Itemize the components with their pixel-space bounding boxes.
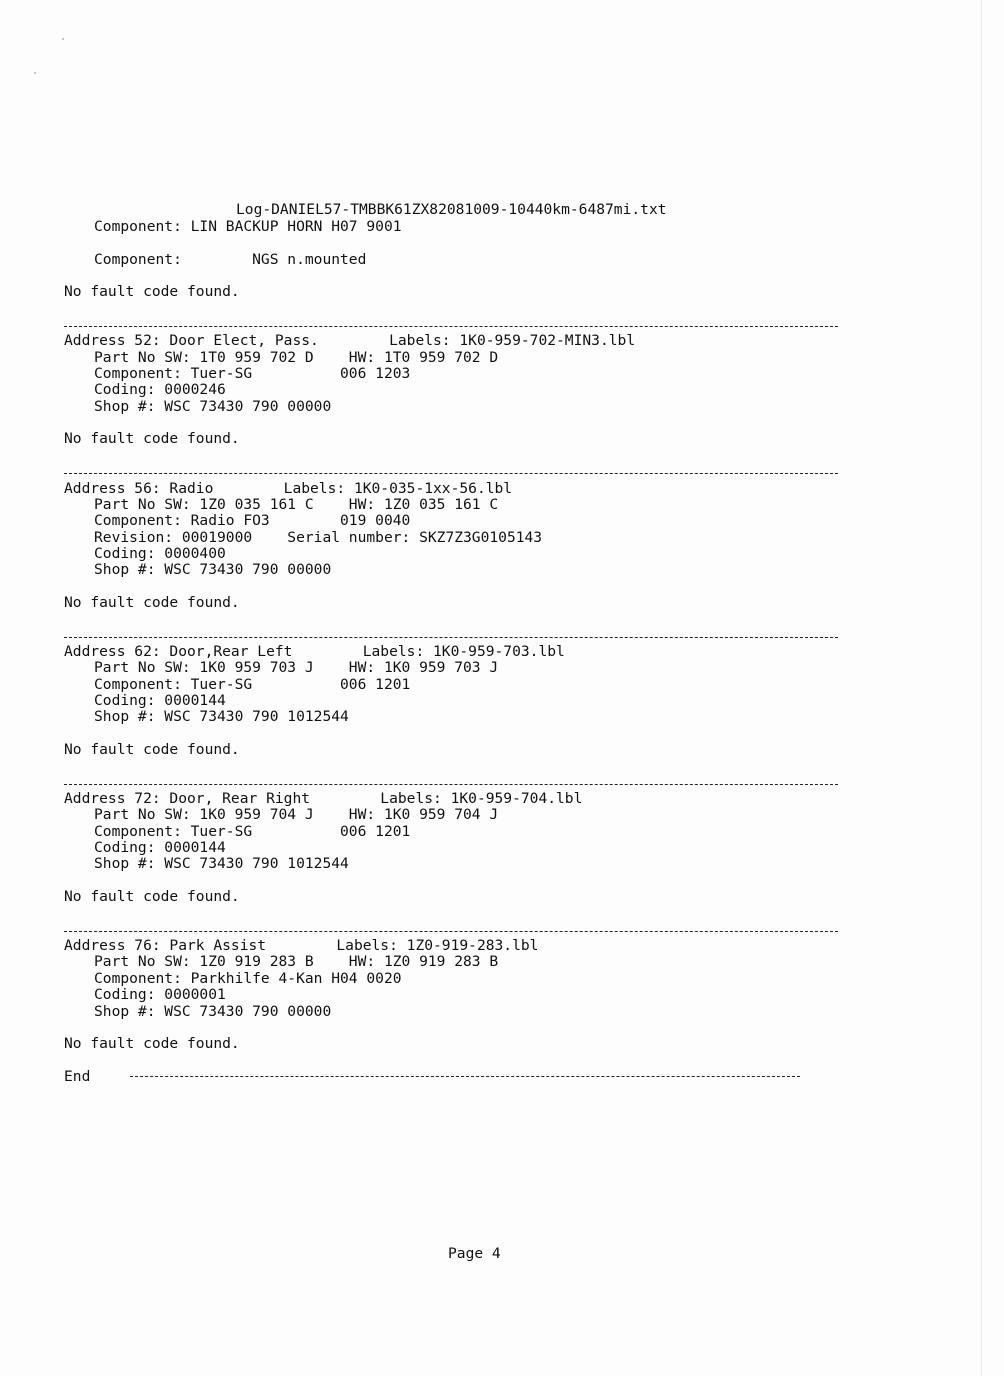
detail-line: Part No SW: 1Z0 035 161 C HW: 1Z0 035 161 C — [94, 496, 499, 513]
detail-line: Shop #: WSC 73430 790 1012544 — [94, 709, 349, 726]
detail-line: Coding: 0000144 — [94, 840, 226, 857]
detail-line: Part No SW: 1K0 959 703 J HW: 1K0 959 703 J — [94, 660, 499, 677]
address-header: Address 62: Door,Rear Left Labels: 1K0-959-703.lbl — [64, 643, 565, 660]
address-header: Address 52: Door Elect, Pass. Labels: 1K0-959-702-MIN3.lbl — [64, 333, 636, 350]
detail-line: Component: Tuer-SG 006 1203 — [94, 366, 411, 383]
blank-line — [64, 726, 944, 742]
fault-status: No fault code found. — [64, 284, 240, 301]
blank-line — [64, 268, 944, 284]
page-edge-shadow — [981, 0, 982, 1376]
blank-line — [64, 579, 944, 595]
section-divider — [64, 922, 944, 938]
page-number: Page 4 — [448, 1245, 501, 1262]
component-line: Component: LIN BACKUP HORN H07 9001 — [94, 219, 402, 235]
address-section — [64, 775, 944, 922]
blank-line — [64, 301, 944, 317]
blank-line — [64, 1053, 944, 1069]
detail-line: Shop #: WSC 73430 790 1012544 — [94, 856, 349, 873]
address-header: Address 76: Park Assist Labels: 1Z0-919-283.lbl — [64, 938, 539, 955]
detail-line: Component: Tuer-SG 006 1201 — [94, 676, 411, 693]
blank-line — [64, 415, 944, 431]
address-section — [64, 628, 944, 775]
component-line: Component: NGS n.mounted — [94, 251, 367, 268]
detail-line: Coding: 0000144 — [94, 692, 226, 709]
address-section — [64, 922, 944, 1069]
address-header: Address 72: Door, Rear Right Labels: 1K0-959-704.lbl — [64, 791, 583, 808]
detail-line: Component: Radio FO3 019 0040 — [94, 513, 411, 530]
fault-status: No fault code found. — [64, 889, 240, 906]
blank-line — [64, 758, 944, 774]
section-divider — [64, 628, 944, 644]
scan-speck — [34, 72, 36, 74]
address-section — [64, 464, 944, 627]
log-filename-header: Log-DANIEL57-TMBBK61ZX82081009-10440km-6487mi.txt — [236, 201, 667, 218]
fault-status: No fault code found. — [64, 1036, 240, 1053]
end-label: End — [64, 1068, 91, 1085]
blank-line — [64, 611, 944, 627]
detail-line: Coding: 0000001 — [94, 987, 226, 1004]
detail-line: Coding: 0000400 — [94, 545, 226, 562]
detail-line: Shop #: WSC 73430 790 00000 — [94, 562, 332, 579]
blank-line — [64, 1020, 944, 1036]
detail-line: Part No SW: 1T0 959 702 D HW: 1T0 959 702 D — [94, 349, 499, 366]
detail-line: Component: Parkhilfe 4-Kan H04 0020 — [94, 970, 402, 987]
section-divider — [64, 317, 944, 333]
blank-line — [64, 873, 944, 889]
detail-line: Revision: 00019000 Serial number: SKZ7Z3G0105143 — [94, 529, 543, 546]
end-line — [64, 1069, 944, 1085]
fault-status: No fault code found. — [64, 742, 240, 758]
scan-speck — [62, 38, 64, 40]
end-divider — [130, 1076, 800, 1077]
section-divider — [64, 464, 944, 480]
log-body — [64, 219, 944, 1085]
detail-line: Part No SW: 1Z0 919 283 B HW: 1Z0 919 283 B — [94, 954, 499, 971]
section-divider — [64, 775, 944, 791]
blank-line — [64, 448, 944, 464]
address-header: Address 56: Radio Labels: 1K0-035-1xx-56.lbl — [64, 480, 513, 497]
detail-line: Shop #: WSC 73430 790 00000 — [94, 1003, 332, 1020]
detail-line: Shop #: WSC 73430 790 00000 — [94, 398, 332, 415]
fault-status: No fault code found. — [64, 594, 240, 611]
fault-status: No fault code found. — [64, 431, 240, 448]
address-section — [64, 317, 944, 464]
blank-line — [64, 905, 944, 921]
blank-line — [64, 235, 944, 251]
detail-line: Component: Tuer-SG 006 1201 — [94, 823, 411, 840]
detail-line: Part No SW: 1K0 959 704 J HW: 1K0 959 704 J — [94, 807, 499, 824]
detail-line: Coding: 0000246 — [94, 382, 226, 399]
